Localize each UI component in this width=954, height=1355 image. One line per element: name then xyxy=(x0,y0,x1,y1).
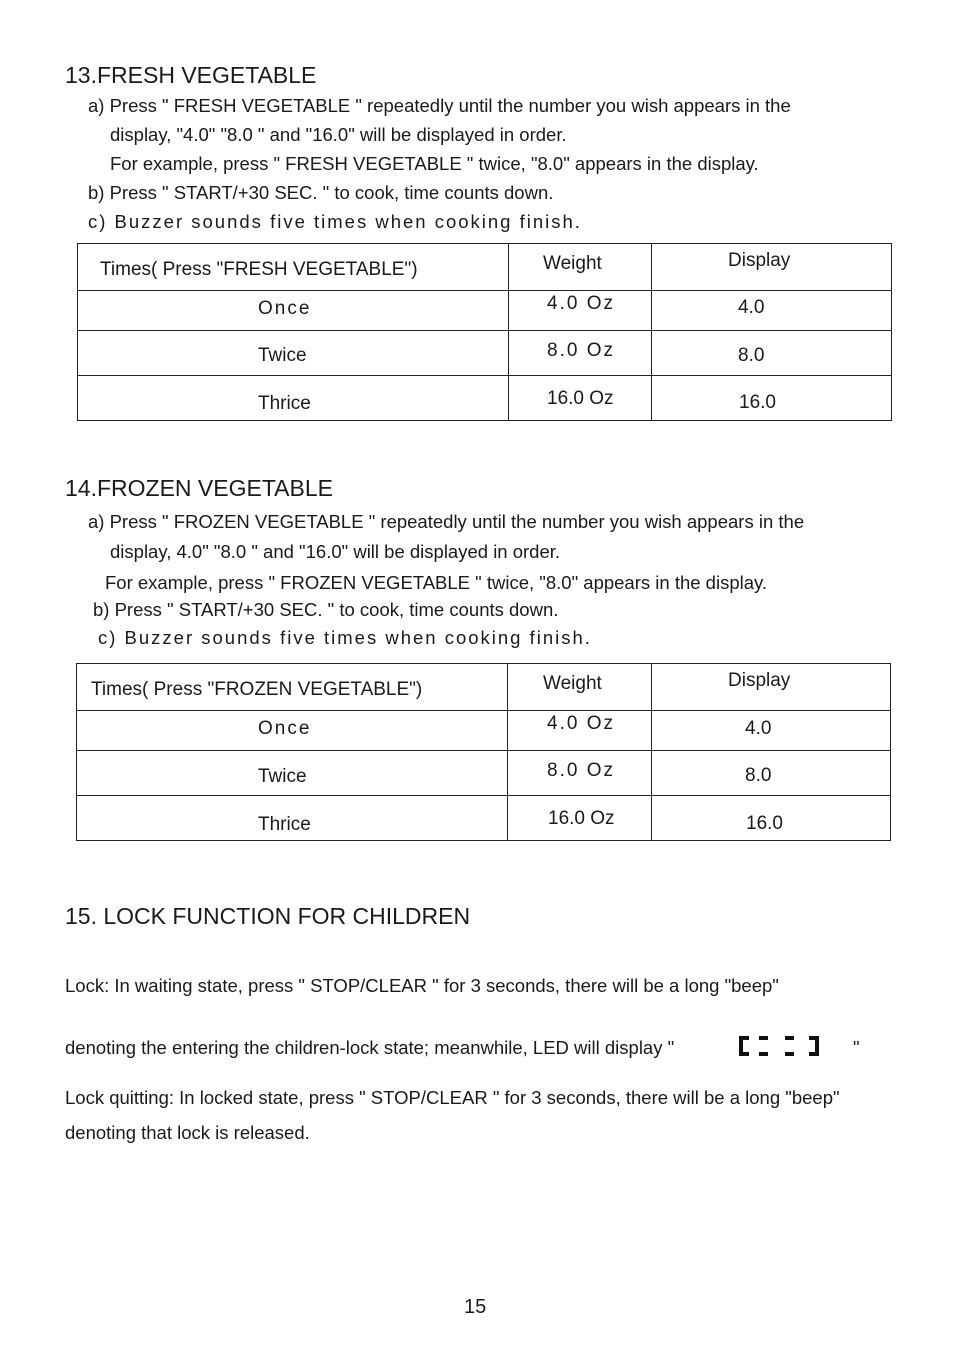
table-cell-times: Thrice xyxy=(258,393,311,414)
section-13-step-b: b) Press " START/+30 SEC. " to cook, time counts down. xyxy=(88,182,554,203)
section-14-example: For example, press " FROZEN VEGETABLE " twice, "8.0" appears in the display. xyxy=(105,572,768,593)
section-14-title: 14.FROZEN VEGETABLE xyxy=(65,475,333,501)
table-cell-times: Once xyxy=(258,298,312,319)
section-14-step-c: c) Buzzer sounds five times when cooking finish. xyxy=(98,627,592,648)
table-cell-display: 8.0 xyxy=(745,765,772,786)
section-13-title: 13.FRESH VEGETABLE xyxy=(65,62,317,88)
lock-paragraph-quote-end: " xyxy=(853,1037,860,1058)
table-cell-weight: 4.0 Oz xyxy=(547,293,615,314)
frozen-vegetable-table xyxy=(76,663,891,841)
lock-quit-line1: Lock quitting: In locked state, press " STOP/CLEAR " for 3 seconds, there will be a long "beep" xyxy=(65,1087,840,1108)
fresh-vegetable-table xyxy=(77,243,892,421)
lock-paragraph-line2: denoting the entering the children-lock state; meanwhile, LED will display " xyxy=(65,1037,675,1058)
led-lock-icon xyxy=(737,1034,827,1058)
section-13-step-c: c) Buzzer sounds five times when cooking finish. xyxy=(88,211,582,232)
table-cell-display: 4.0 xyxy=(738,297,765,318)
section-13-step-a: a) Press " FRESH VEGETABLE " repeatedly until the number you wish appears in the xyxy=(88,95,791,116)
table-header-weight: Weight xyxy=(543,253,602,274)
table-header-times: Times( Press "FRESH VEGETABLE") xyxy=(100,259,418,280)
table-cell-display: 8.0 xyxy=(738,345,765,366)
table-cell-display: 16.0 xyxy=(746,813,783,834)
section-15-title: 15. LOCK FUNCTION FOR CHILDREN xyxy=(65,903,471,929)
table-cell-times: Thrice xyxy=(258,814,311,835)
table-cell-display: 16.0 xyxy=(739,392,776,413)
table-cell-weight: 8.0 Oz xyxy=(547,340,615,361)
table-header-times: Times( Press "FROZEN VEGETABLE") xyxy=(91,679,423,700)
table-cell-times: Once xyxy=(258,718,312,739)
page-number: 15 xyxy=(464,1296,487,1318)
section-13-step-a-cont: display, "4.0" "8.0 " and "16.0" will be displayed in order. xyxy=(110,124,567,145)
section-14-step-a-cont: display, 4.0" "8.0 " and "16.0" will be displayed in order. xyxy=(110,541,561,562)
table-cell-times: Twice xyxy=(258,766,307,787)
table-cell-weight: 16.0 Oz xyxy=(547,388,614,409)
table-cell-weight: 8.0 Oz xyxy=(547,760,615,781)
table-header-weight: Weight xyxy=(543,673,602,694)
section-13-example: For example, press " FRESH VEGETABLE " twice, "8.0" appears in the display. xyxy=(110,153,759,174)
table-cell-weight: 16.0 Oz xyxy=(548,808,615,829)
table-header-display: Display xyxy=(728,670,791,691)
lock-quit-line2: denoting that lock is released. xyxy=(65,1122,310,1143)
table-header-display: Display xyxy=(728,250,791,271)
table-cell-display: 4.0 xyxy=(745,718,772,739)
section-14-step-b: b) Press " START/+30 SEC. " to cook, time counts down. xyxy=(93,599,559,620)
section-14-step-a: a) Press " FROZEN VEGETABLE " repeatedly until the number you wish appears in the xyxy=(88,511,805,532)
table-cell-weight: 4.0 Oz xyxy=(547,713,615,734)
lock-paragraph-line1: Lock: In waiting state, press " STOP/CLEAR " for 3 seconds, there will be a long "beep" xyxy=(65,975,779,996)
table-cell-times: Twice xyxy=(258,345,307,366)
